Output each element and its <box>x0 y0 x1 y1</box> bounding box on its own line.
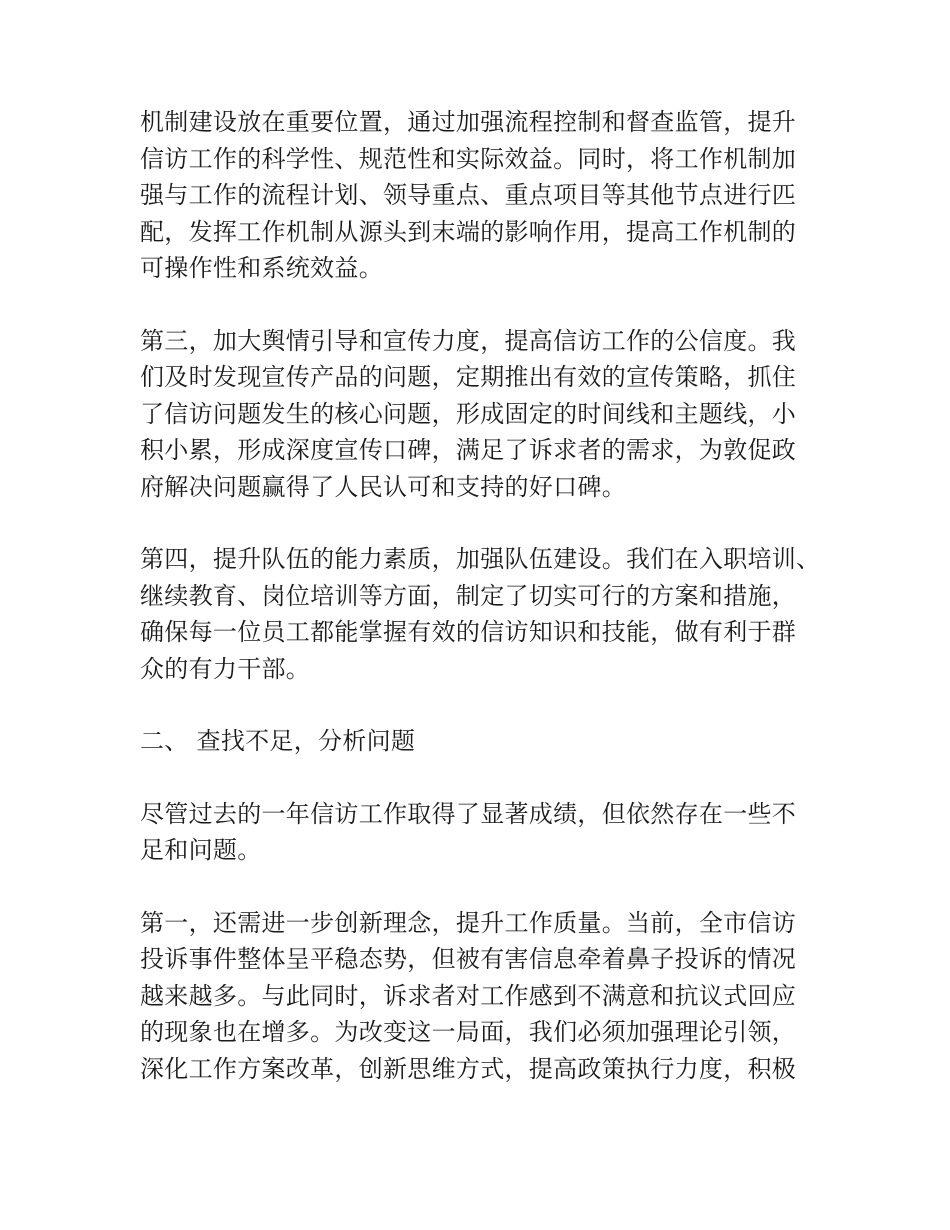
paragraph-mechanism <box>140 104 812 287</box>
text-line: 确保每一位员工都能掌握有效的信访知识和技能，做有利于群 <box>140 618 797 646</box>
paragraph-fourth-point <box>140 541 821 687</box>
text-line: 第四，提升队伍的能力素质，加强队伍建设。我们在入职培训、 <box>140 545 821 573</box>
heading-text: 二、 查找不足，分析问题 <box>140 727 416 755</box>
text-line: 们及时发现宣传产品的问题，定期推出有效的宣传策略，抓住 <box>140 363 797 391</box>
text-line: 继续教育、岗位培训等方面，制定了切实可行的方案和措施， <box>140 581 797 610</box>
text-line: 众的有力干部。 <box>140 654 311 683</box>
text-line: 配，发挥工作机制从源头到末端的影响作用，提高工作机制的 <box>140 217 797 246</box>
text-line: 积小累，形成深度宣传口碑，满足了诉求者的需求，为敦促政 <box>140 436 797 464</box>
text-line: 投诉事件整体呈平稳态势，但被有害信息牵着鼻子投诉的情况 <box>140 945 797 973</box>
text-line: 越来越多。与此同时，诉求者对工作感到不满意和抗议式回应 <box>140 981 797 1010</box>
document-body <box>140 104 821 1123</box>
section-heading <box>140 723 812 760</box>
text-line: 可操作性和系统效益。 <box>140 254 383 282</box>
text-line: 强与工作的流程计划、领导重点、重点项目等其他节点进行匹 <box>140 181 797 209</box>
text-line: 的现象也在增多。为改变这一局面，我们必须加强理论引领， <box>140 1018 797 1046</box>
paragraph-third-point <box>140 323 812 506</box>
text-line: 深化工作方案改革，创新思维方式，提高政策执行力度，积极 <box>140 1054 797 1083</box>
paragraph-first-issue <box>140 905 812 1088</box>
text-line: 足和问题。 <box>140 836 262 864</box>
text-line: 第三，加大舆情引导和宣传力度，提高信访工作的公信度。我 <box>140 326 797 355</box>
text-line: 信访工作的科学性、规范性和实际效益。同时，将工作机制加 <box>140 144 797 173</box>
text-line: 了信访问题发生的核心问题，形成固定的时间线和主题线，小 <box>140 399 797 428</box>
text-line: 府解决问题赢得了人民认可和支持的好口碑。 <box>140 472 626 501</box>
text-line: 机制建设放在重要位置，通过加强流程控制和督查监管，提升 <box>140 108 797 136</box>
text-line: 尽管过去的一年信访工作取得了显著成绩，但依然存在一些不 <box>140 799 797 828</box>
paragraph-shortcomings-intro <box>140 796 812 869</box>
text-line: 第一，还需进一步创新理念，提升工作质量。当前，全市信访 <box>140 908 797 937</box>
